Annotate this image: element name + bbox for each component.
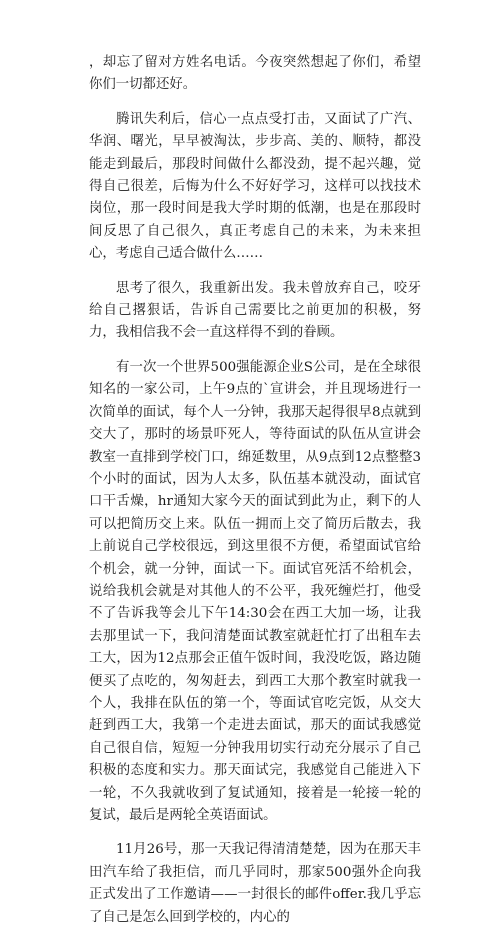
paragraph-5: 11月26号，那一天我记得清清楚楚，因为在那天丰田汽车给了我拒信，而几乎同时，那家500强外企向我正式发出了工作邀请——一封很长的邮件offer.我几乎忘了自己是怎么回到学校的，内心的 bbox=[89, 842, 421, 925]
paragraph-3: 思考了很久，我重新出发。我未曾放弃自己，咬牙给自己撂狠话，告诉自己需要比之前更加的积极，努力，我相信我不会一直这样得不到的眷顾。 bbox=[89, 280, 421, 341]
paragraph-1: ，却忘了留对方姓名电话。今夜突然想起了你们，希望你们一切都还好。 bbox=[89, 55, 421, 93]
paragraph-2: 腾讯失利后，信心一点点受打击，又面试了广汽、华润、曙光，早早被淘汰，步步高、美的、顺特，都没能走到最后，那段时间做什么都没劲，提不起兴趣，觉得自己很差，后悔为什么不好好学习，这样可以找技术岗位，那一段时间是我大学时期的低潮，也是在那段时间反思了自己很久，真正考虑自己的未来，为未来担心，考虑自己适合做什么…… bbox=[89, 111, 421, 262]
paragraph-4: 有一次一个世界500强能源企业S公司，是在全球很知名的一家公司，上午9点的`宣讲会，并且现场进行一次简单的面试，每个人一分钟，我那天起得很早8点就到交大了，那时的场景吓死人，等待面试的队伍从宣讲会教室一直排到学校门口，绵延数里，从9点到12点整整3个小时的面试，因为人太多，队伍基本就没动，面试官口干舌燥，hr通知大家今天的面试到此为止，剩下的人可以把简历交上来。队伍一拥而上交了简历后散去，我上前说自己学校很远，到这里很不方便，希望面试官给个机会，就一分钟，面试一下。面试官死活不给机会，说给我机会就是对其他人的不公平，我死缠烂打，他受不了告诉我等会儿下午14:30会在西工大加一场，让我去那里试一下，我问清楚面试教室就赶忙打了出租车去工大，因为12点那会正值午饭时间，我没吃饭，路边随便买了点吃的，匆匆赶去，到西工大那个教室时就我一个人，我排在队伍的第一个，等面试官吃完饭，从交大赶到西工大，我第一个走进去面试，那天的面试我感觉自己很自信，短短一分钟我用切实行动充分展示了自己积极的态度和实力。那天面试完，我感觉自己能进入下一轮，不久我就收到了复试通知，接着是一轮接一轮的复试，最后是两轮全英语面试。 bbox=[89, 359, 421, 823]
document-body bbox=[89, 52, 421, 941]
